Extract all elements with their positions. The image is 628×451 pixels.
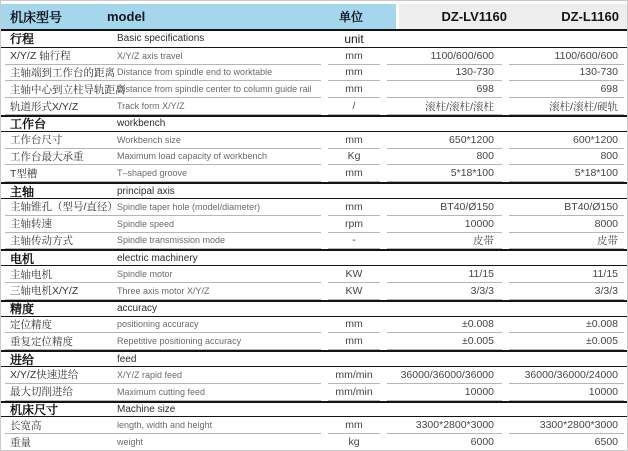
table-header-row [1,4,628,31]
row-unit: unit [344,31,364,46]
row-value-model1: 650*1200 [387,132,502,149]
row-label-cn: 三轴电机X/Y/Z [10,285,79,298]
row-label-cn: X/Y/Z 轴行程 [10,50,71,63]
row-label-en: length, width and height [117,420,213,431]
row-label-cn: 电机 [10,251,35,266]
row-label-en: Maximum load capacity of workbench [117,151,268,162]
row-label-en: Machine size [117,403,176,415]
spec-data-row [1,417,628,434]
spec-data-row [1,283,628,300]
spec-data-row [1,266,628,283]
spec-data-row [1,317,628,334]
row-unit [328,251,380,265]
row-unit: mm/min [328,367,380,384]
row-value-model1: 滚柱/滚柱/滚柱 [387,98,502,115]
row-label-cn: 工作台 [10,117,47,132]
row-label-cell [5,266,321,283]
row-label-en: Distance from spindle center to column guide rail [117,84,312,95]
row-label-cell [5,65,321,82]
spec-data-row [1,165,628,182]
row-unit: mm [328,199,380,216]
header-left-block [1,4,396,29]
row-label-cell [5,165,321,182]
row-label-cn: X/Y/Z快速进给 [10,369,79,382]
header-model2-name: DZ-L1160 [561,9,619,24]
row-value-model1: BT40/Ø150 [387,199,502,216]
row-value-model2: 3/3/3 [509,283,624,300]
row-value-model1: 6000 [387,434,502,451]
spec-data-row [1,333,628,350]
row-value-model1 [387,403,502,417]
spec-rows [1,31,628,451]
section-header-row [1,350,628,367]
row-value-model2 [509,403,624,417]
row-label-en: Distance from spindle end to worktable [117,67,273,78]
row-label-cell [5,333,321,350]
row-unit [328,117,380,131]
row-label-cn: 重量 [10,436,31,449]
row-label-cn: 主轴中心到立柱导轨距离 [10,83,126,96]
row-label-en: weight [117,437,144,448]
row-value-model1 [387,352,502,366]
row-label-cn: 主轴转速 [10,218,52,231]
row-label-cn: T型槽 [10,167,38,180]
row-label-en: Repetitive positioning accuracy [117,336,242,347]
header-model1-name: DZ-LV1160 [441,9,507,24]
row-value-model2: 5*18*100 [509,165,624,182]
row-label-cn: 重复定位精度 [10,335,73,348]
section-header-row [1,115,628,132]
row-label-en: positioning accuracy [117,319,199,330]
row-value-model2: 11/15 [509,266,624,283]
spec-data-row [1,149,628,166]
row-label-cn: 长宽高 [10,419,42,432]
row-label-en: electric machinery [117,252,198,264]
row-value-model1 [387,117,502,131]
row-value-model1: 800 [387,149,502,166]
header-model-label-cn: 机床型号 [10,10,63,25]
row-value-model2 [509,117,624,131]
row-value-model1 [387,302,502,316]
row-unit: mm/min [328,384,380,401]
row-value-model2 [509,184,624,198]
row-label-cell [5,199,321,216]
row-label-en: principal axis [117,185,175,197]
row-value-model2: 皮带 [509,233,624,250]
row-unit: kg [328,434,380,451]
row-value-model1: ±0.005 [387,333,502,350]
row-label-en: Track form X/Y/Z [117,101,185,112]
row-value-model1: 3300*2800*3000 [387,417,502,434]
row-unit: KW [328,266,380,283]
row-value-model2: BT40/Ø150 [509,199,624,216]
row-value-model2: 10000 [509,384,624,401]
section-header-row [1,401,628,418]
row-label-en: feed [117,353,137,365]
row-value-model2: 3300*2800*3000 [509,417,624,434]
spec-data-row [1,132,628,149]
row-value-model1: 1100/600/600 [387,48,502,65]
row-value-model1: 皮带 [387,233,502,250]
row-unit: mm [328,417,380,434]
row-label-cn: 主轴锥孔（型号/直径） [10,201,118,214]
row-value-model2: 1100/600/600 [509,48,624,65]
row-value-model1: 10000 [387,216,502,233]
spec-data-row [1,81,628,98]
row-label-cn: 精度 [10,302,35,317]
row-value-model1: 11/15 [387,266,502,283]
row-label-cell [5,317,321,334]
spec-data-row [1,48,628,65]
row-value-model2 [509,251,624,265]
row-label-cell [5,251,321,265]
section-header-row [1,300,628,317]
section-header-row [1,31,628,48]
row-label-cell [5,81,321,98]
row-unit: mm [328,333,380,350]
row-label-cell [5,117,321,131]
row-value-model2: 698 [509,81,624,98]
spec-data-row [1,434,628,451]
row-unit: mm [328,48,380,65]
row-label-en: Spindle taper hole (model/diameter) [117,201,261,212]
row-unit: rpm [328,216,380,233]
row-unit: mm [328,132,380,149]
row-label-cell [5,302,321,316]
row-unit: Kg [328,149,380,166]
row-label-cn: 轨道形式X/Y/Z [10,100,79,113]
header-model-label-en: model [107,9,146,24]
row-label-cell [5,216,321,233]
row-label-en: Maximum cutting feed [117,386,206,397]
row-label-cell [5,132,321,149]
row-label-cn: 定位精度 [10,318,52,331]
row-label-cell [5,367,321,384]
row-value-model1: 698 [387,81,502,98]
row-label-cn: 最大切削进给 [10,386,73,399]
row-label-en: Spindle speed [117,218,175,229]
row-value-model2: ±0.005 [509,333,624,350]
row-label-en: Spindle motor [117,269,173,280]
spec-data-row [1,384,628,401]
row-unit: mm [328,65,380,82]
row-value-model2: 6500 [509,434,624,451]
spec-data-row [1,216,628,233]
row-label-en: T–shaped groove [117,168,188,179]
row-unit: mm [328,81,380,98]
row-unit [328,352,380,366]
row-unit: mm [328,165,380,182]
row-label-en: Three axis motor X/Y/Z [117,285,210,296]
row-label-en: Basic specifications [117,33,205,45]
row-label-cell [5,233,321,250]
row-label-cn: 机床尺寸 [10,402,59,417]
row-label-cell [5,403,321,417]
row-label-cell [5,184,321,198]
spec-data-row [1,367,628,384]
row-value-model2: 滚柱/滚柱/硬轨 [509,98,624,115]
row-label-en: X/Y/Z rapid feed [117,369,183,380]
row-label-cn: 主轴传动方式 [10,234,73,247]
row-value-model2 [509,352,624,366]
row-label-en: accuracy [117,303,158,315]
row-value-model2: 800 [509,149,624,166]
row-value-model1: 36000/36000/36000 [387,367,502,384]
row-label-cell [5,283,321,300]
row-unit: - [328,233,380,250]
row-unit [328,302,380,316]
row-unit [328,403,380,417]
row-value-model1: 3/3/3 [387,283,502,300]
row-label-cell [5,417,321,434]
row-value-model2: ±0.008 [509,317,624,334]
section-header-row [1,249,628,266]
row-value-model2: 130-730 [509,65,624,82]
row-label-cell [5,384,321,401]
row-value-model2 [509,302,624,316]
row-unit: mm [328,317,380,334]
row-label-en: X/Y/Z axis travel [117,50,183,61]
row-value-model1: 130-730 [387,65,502,82]
row-label-cn: 主轴 [10,184,35,199]
row-unit: KW [328,283,380,300]
row-value-model1: 10000 [387,384,502,401]
row-label-cn: 行程 [10,32,35,47]
row-label-cell [5,98,321,115]
row-value-model1 [387,184,502,198]
row-value-model2: 600*1200 [509,132,624,149]
row-value-model2: 8000 [509,216,624,233]
spec-data-row [1,98,628,115]
row-value-model2 [509,31,624,47]
row-label-cell [5,434,321,451]
row-label-cell [5,31,321,47]
section-header-row [1,182,628,199]
spec-data-row [1,233,628,250]
header-unit-label: 单位 [338,10,363,24]
spec-data-row [1,65,628,82]
row-label-cell [5,48,321,65]
row-unit: / [328,98,380,115]
row-label-cn: 进给 [10,352,35,367]
row-label-en: Spindle transmission mode [117,235,226,246]
row-label-cell [5,149,321,166]
row-label-cn: 主轴电机 [10,268,52,281]
row-value-model1: 5*18*100 [387,165,502,182]
row-unit [328,184,380,198]
spec-data-row [1,199,628,216]
row-value-model1 [387,251,502,265]
row-label-cn: 主轴端到工作台的距离 [10,66,115,79]
row-value-model1 [387,31,502,47]
spec-table [1,4,628,451]
row-value-model2: 36000/36000/24000 [509,367,624,384]
row-label-cell [5,352,321,366]
header-right-block [399,4,628,29]
row-label-en: workbench [117,118,166,130]
row-label-cn: 工作台尺寸 [10,134,63,147]
row-label-en: Workbench size [117,134,181,145]
row-label-cn: 工作台最大承重 [10,150,84,163]
row-value-model1: ±0.008 [387,317,502,334]
